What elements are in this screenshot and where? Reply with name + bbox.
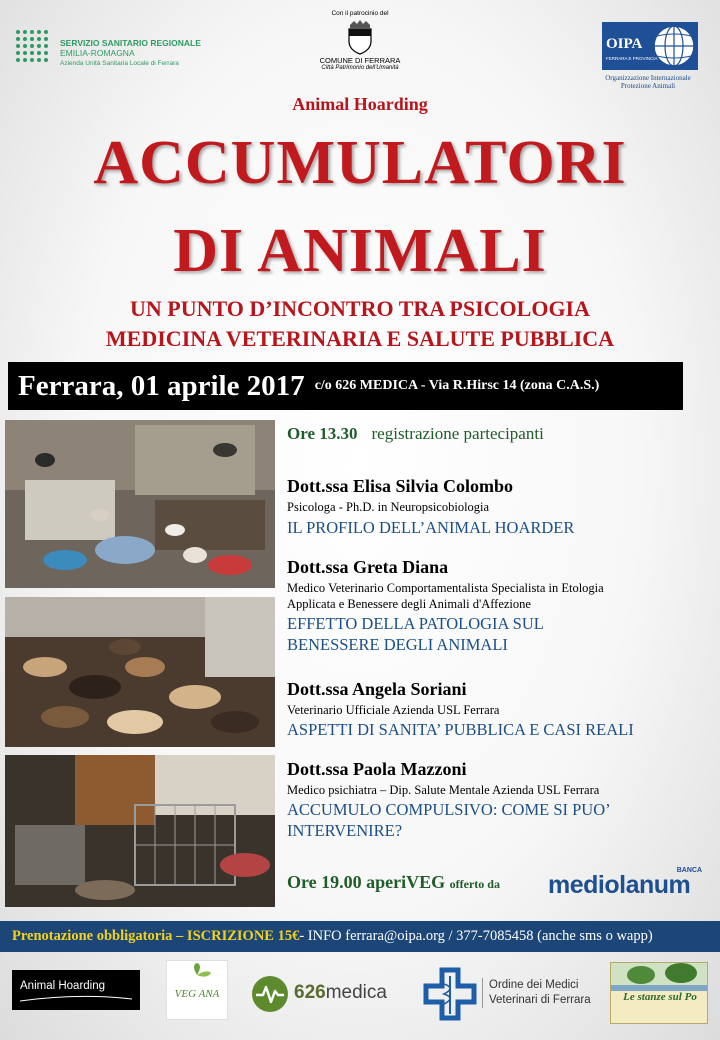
talk-title: ASPETTI DI SANITA’ PUBBLICA E CASI REALI [287,720,634,739]
event-tagline-line2: MEDICINA VETERINARIA E SALUTE PUBBLICA [105,326,615,351]
ferrara-crest-icon [346,19,374,55]
aperitivo-text: Ore 19.00 aperiVEG [287,872,446,892]
photo-dogs-pack [5,597,275,747]
speaker-block-4 [287,759,717,841]
registration-label: registrazione partecipanti [371,424,544,443]
oipa-logo [600,20,700,90]
speaker-block-3 [287,679,717,740]
talk-title: IL PROFILO DELL’ANIMAL HOARDER [287,518,575,537]
event-title-line1: ACCUMULATORI [93,129,627,197]
animal-hoarding-text: Animal Hoarding [20,980,106,992]
ordine-veterinari-logo [422,966,602,1022]
stanze-name: Le stanze sul Po [623,991,697,1003]
booking-bar [0,921,720,952]
oipa-caption1: Organizzazione Internazionale [605,74,691,82]
event-kicker: Animal Hoarding [292,94,428,114]
ssr-emilia-romagna-logo [14,28,214,72]
speaker-role-line2: Applicata e Benessere degli Animali d'Affezione [287,597,531,611]
oipa-globe-icon [600,20,700,74]
event-title-line2: DI ANIMALI [173,217,547,285]
event-tagline-line1: UN PUNTO D’INCONTRO TRA PSICOLOGIA [129,296,591,321]
event-venue: c/o 626 MEDICA - Via R.Hirsc 14 (zona C.A.S.) [314,378,600,393]
mediolanum-name: mediolanum [548,871,691,899]
speaker-block-1 [287,476,717,538]
heartbeat-icon [250,974,290,1014]
speaker-name: Dott.ssa Angela Soriani [287,679,467,699]
speaker-role: Veterinario Ufficiale Azienda USL Ferrara [287,703,500,717]
caduceus-cross-icon [422,966,478,1022]
aperitivo-offered: offerto da [449,877,500,891]
ssr-line3: Azienda Unità Sanitaria Locale di Ferrara [60,60,179,67]
photo-cats-room [5,420,275,588]
626-medica-logo [250,974,400,1014]
comune-name: COMUNE DI FERRARA [319,56,401,65]
ordine-line1: Ordine dei Medici [489,979,579,991]
mediolanum-banca: BANCA [676,867,702,874]
ssr-line2: EMILIA-ROMAGNA [60,48,135,58]
oipa-region: FERRARA E PROVINCIA [606,56,658,61]
aperitivo-line [287,872,500,893]
speaker-name: Dott.ssa Greta Diana [287,557,449,577]
stanze-sul-po-logo [610,962,708,1024]
oipa-letters: OIPA [606,36,643,52]
speaker-role: Psicologa - Ph.D. in Neuropsicobiologia [287,500,490,514]
talk-title-line2: BENESSERE DEGLI ANIMALI [287,635,508,654]
swoosh-icon [20,995,132,1003]
626-word: medica [325,982,387,1003]
animal-hoarding-logo [12,970,140,1010]
speaker-role: Medico psichiatra – Dip. Salute Mentale Azienda USL Ferrara [287,783,600,797]
comune-ferrara-logo [300,10,420,71]
oipa-caption2: Protezione Animali [620,82,676,90]
talk-title-line2: INTERVENIRE? [287,821,403,840]
talk-title-line1: EFFETTO DELLA PATOLOGIA SUL [287,614,544,633]
ssr-dots-icon [14,28,52,66]
registration-line [287,424,717,444]
speaker-name: Dott.ssa Elisa Silvia Colombo [287,476,514,496]
speaker-role-line1: Medico Veterinario Comportamentalista Specialista in Etologia [287,581,604,595]
booking-highlight: Prenotazione obbligatoria – ISCRIZIONE 15€ [12,928,300,944]
leaf-icon [167,961,227,1019]
landscape-icon [611,963,708,991]
speaker-block-2 [287,557,717,655]
talk-title-line1: ACCUMULO COMPULSIVO: COME SI PUO’ [287,800,611,819]
mediolanum-logo [548,866,708,900]
vegana-logo [166,960,228,1020]
booking-info: - INFO ferrara@oipa.org / 377-7085458 (anche sms o wapp) [299,928,653,944]
veg-letters: VEG ANA [174,988,220,1000]
626-number: 626 [294,982,326,1003]
patronage-text: Con il patrocinio del [331,10,389,17]
photo-cluttered-room [5,755,275,907]
ssr-line1: SERVIZIO SANITARIO REGIONALE [60,38,201,48]
event-date: Ferrara, 01 aprile 2017 [18,369,305,402]
comune-subtitle: Città Patrimonio dell'Umanità [321,65,399,71]
registration-time: Ore 13.30 [287,424,358,443]
ordine-line2: Veterinari di Ferrara [489,994,591,1006]
speaker-name: Dott.ssa Paola Mazzoni [287,759,467,779]
date-bar [8,362,683,410]
